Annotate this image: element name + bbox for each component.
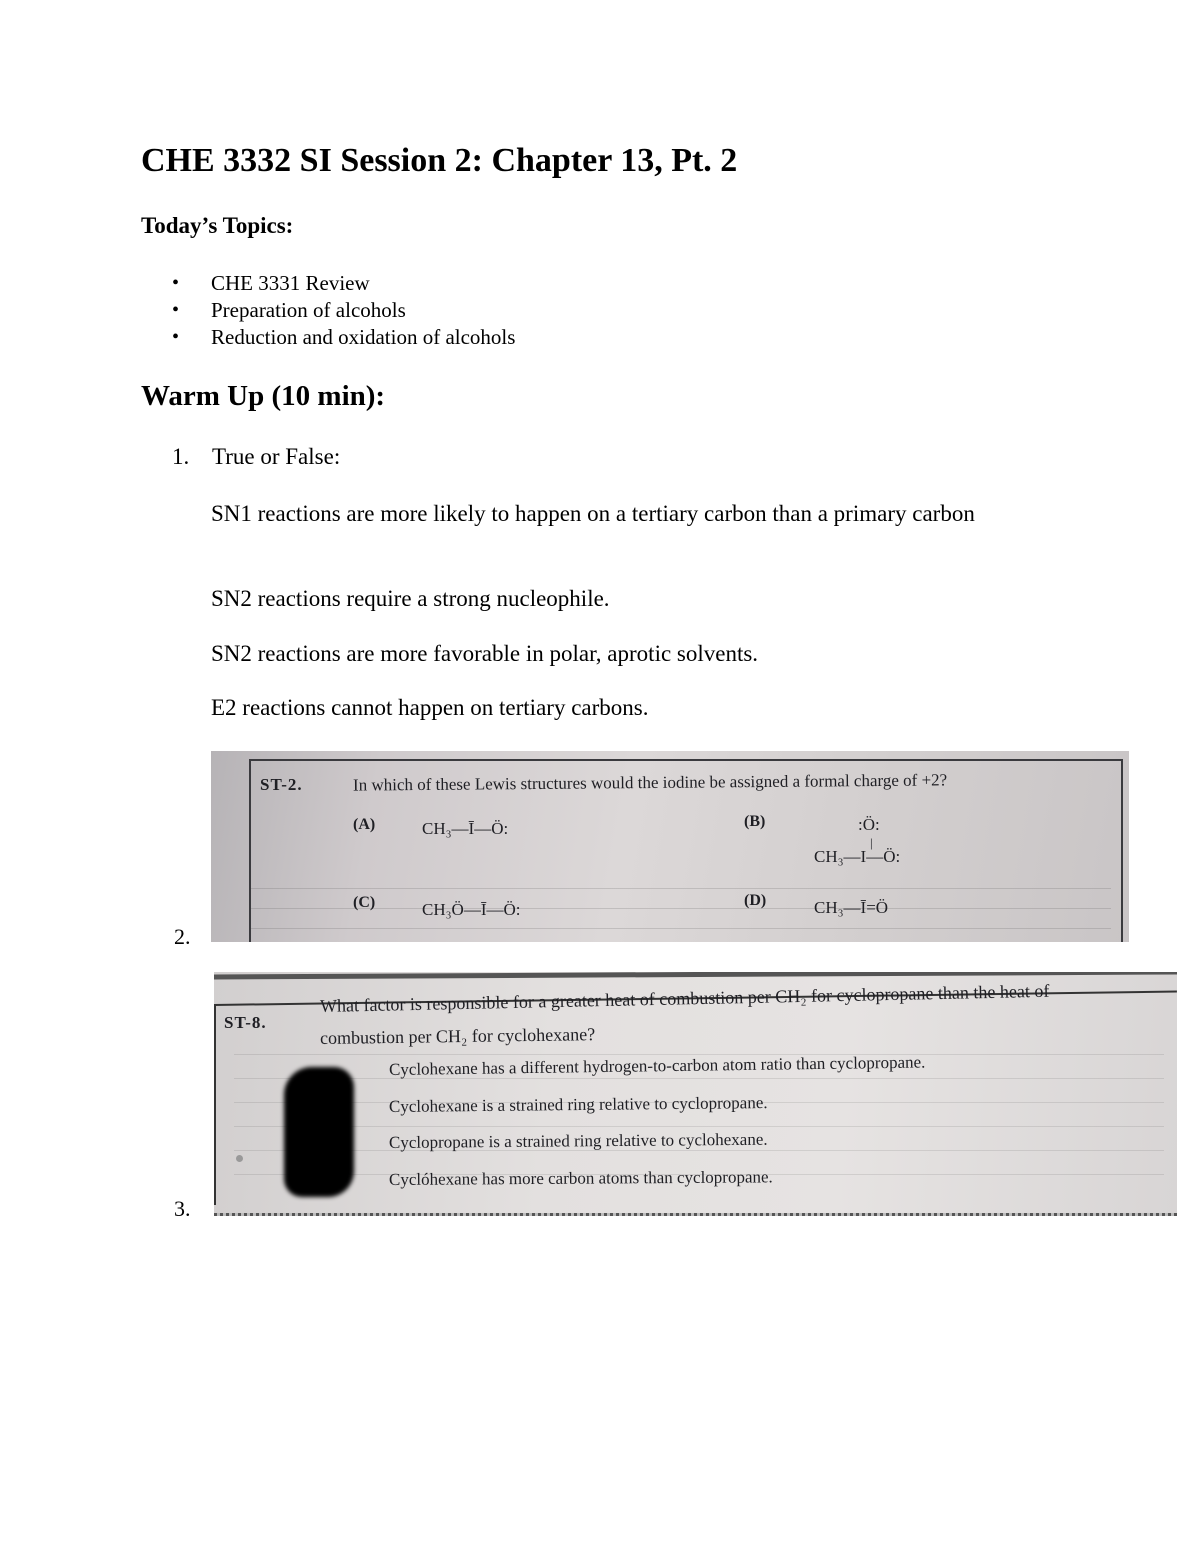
- photo-speck: [236, 1155, 243, 1162]
- question-1-label: True or False:: [212, 444, 341, 469]
- question-2-photo: [211, 751, 1129, 942]
- true-false-statement: SN2 reactions require a strong nucleophile.: [211, 586, 610, 611]
- st-label: ST-2.: [260, 775, 303, 794]
- answer-choice: Cyclohexane is a strained ring relative to cyclopropane.: [388, 1093, 768, 1116]
- lewis-structure: CH₃—Ī—Ö:: [422, 819, 509, 838]
- answer-choice: Cyclóhexane has more carbon atoms than cyclopropane.: [388, 1167, 773, 1189]
- st-question-line-1: What factor is responsible for a greater heat of combustion per CH₂ for cyclopropane than the heat of: [319, 980, 1050, 1016]
- true-false-statement: E2 reactions cannot happen on tertiary carbons.: [211, 695, 649, 720]
- photo-bottom-edge: [214, 1213, 1177, 1216]
- redaction-mark: [284, 1067, 354, 1197]
- topic-item: • Reduction and oxidation of alcohols: [172, 324, 515, 351]
- bond-line: |: [870, 835, 873, 850]
- topic-item: • CHE 3331 Review: [172, 270, 515, 297]
- question-1-number: 1.: [172, 444, 190, 469]
- lewis-structure: CH₃Ö—Ī—Ö:: [422, 900, 521, 919]
- st-question: In which of these Lewis structures would the iodine be assigned a formal charge of +2?: [352, 770, 948, 795]
- st-question-line-2: combustion per CH₂ for cyclohexane?: [319, 1024, 596, 1048]
- option-letter: (C): [353, 894, 376, 911]
- true-false-statement: SN1 reactions are more likely to happen on a tertiary carbon than a primary carbon: [211, 501, 975, 526]
- warmup-heading: Warm Up (10 min):: [141, 380, 386, 412]
- question-3-number: 3.: [174, 1196, 191, 1221]
- topic-item: • Preparation of alcohols: [172, 297, 515, 324]
- photo-top-edge: [214, 972, 1177, 980]
- topics-heading: Today’s Topics:: [141, 213, 294, 238]
- lewis-structure: CH₃—Ī=Ö: [814, 898, 889, 917]
- topics-list: [172, 270, 515, 351]
- page-title: CHE 3332 SI Session 2: Chapter 13, Pt. 2: [141, 142, 738, 179]
- answer-choice: Cyclopropane is a strained ring relative to cyclohexane.: [388, 1129, 768, 1152]
- question-2-number: 2.: [174, 924, 191, 949]
- lewis-structure-top: :Ö:: [858, 815, 880, 834]
- true-false-statement: SN2 reactions are more favorable in polar, aprotic solvents.: [211, 641, 759, 666]
- lewis-structure: CH₃—I—Ö:: [814, 847, 901, 866]
- answer-choice: Cyclohexane has a different hydrogen-to-carbon atom ratio than cyclopropane.: [388, 1052, 926, 1079]
- option-letter: (A): [353, 816, 376, 833]
- option-letter: (D): [744, 892, 767, 909]
- option-letter: (B): [744, 813, 766, 830]
- photo-frame-left: [214, 1005, 216, 1205]
- st-label: ST-8.: [224, 1013, 267, 1032]
- question-3-photo: [214, 972, 1177, 1216]
